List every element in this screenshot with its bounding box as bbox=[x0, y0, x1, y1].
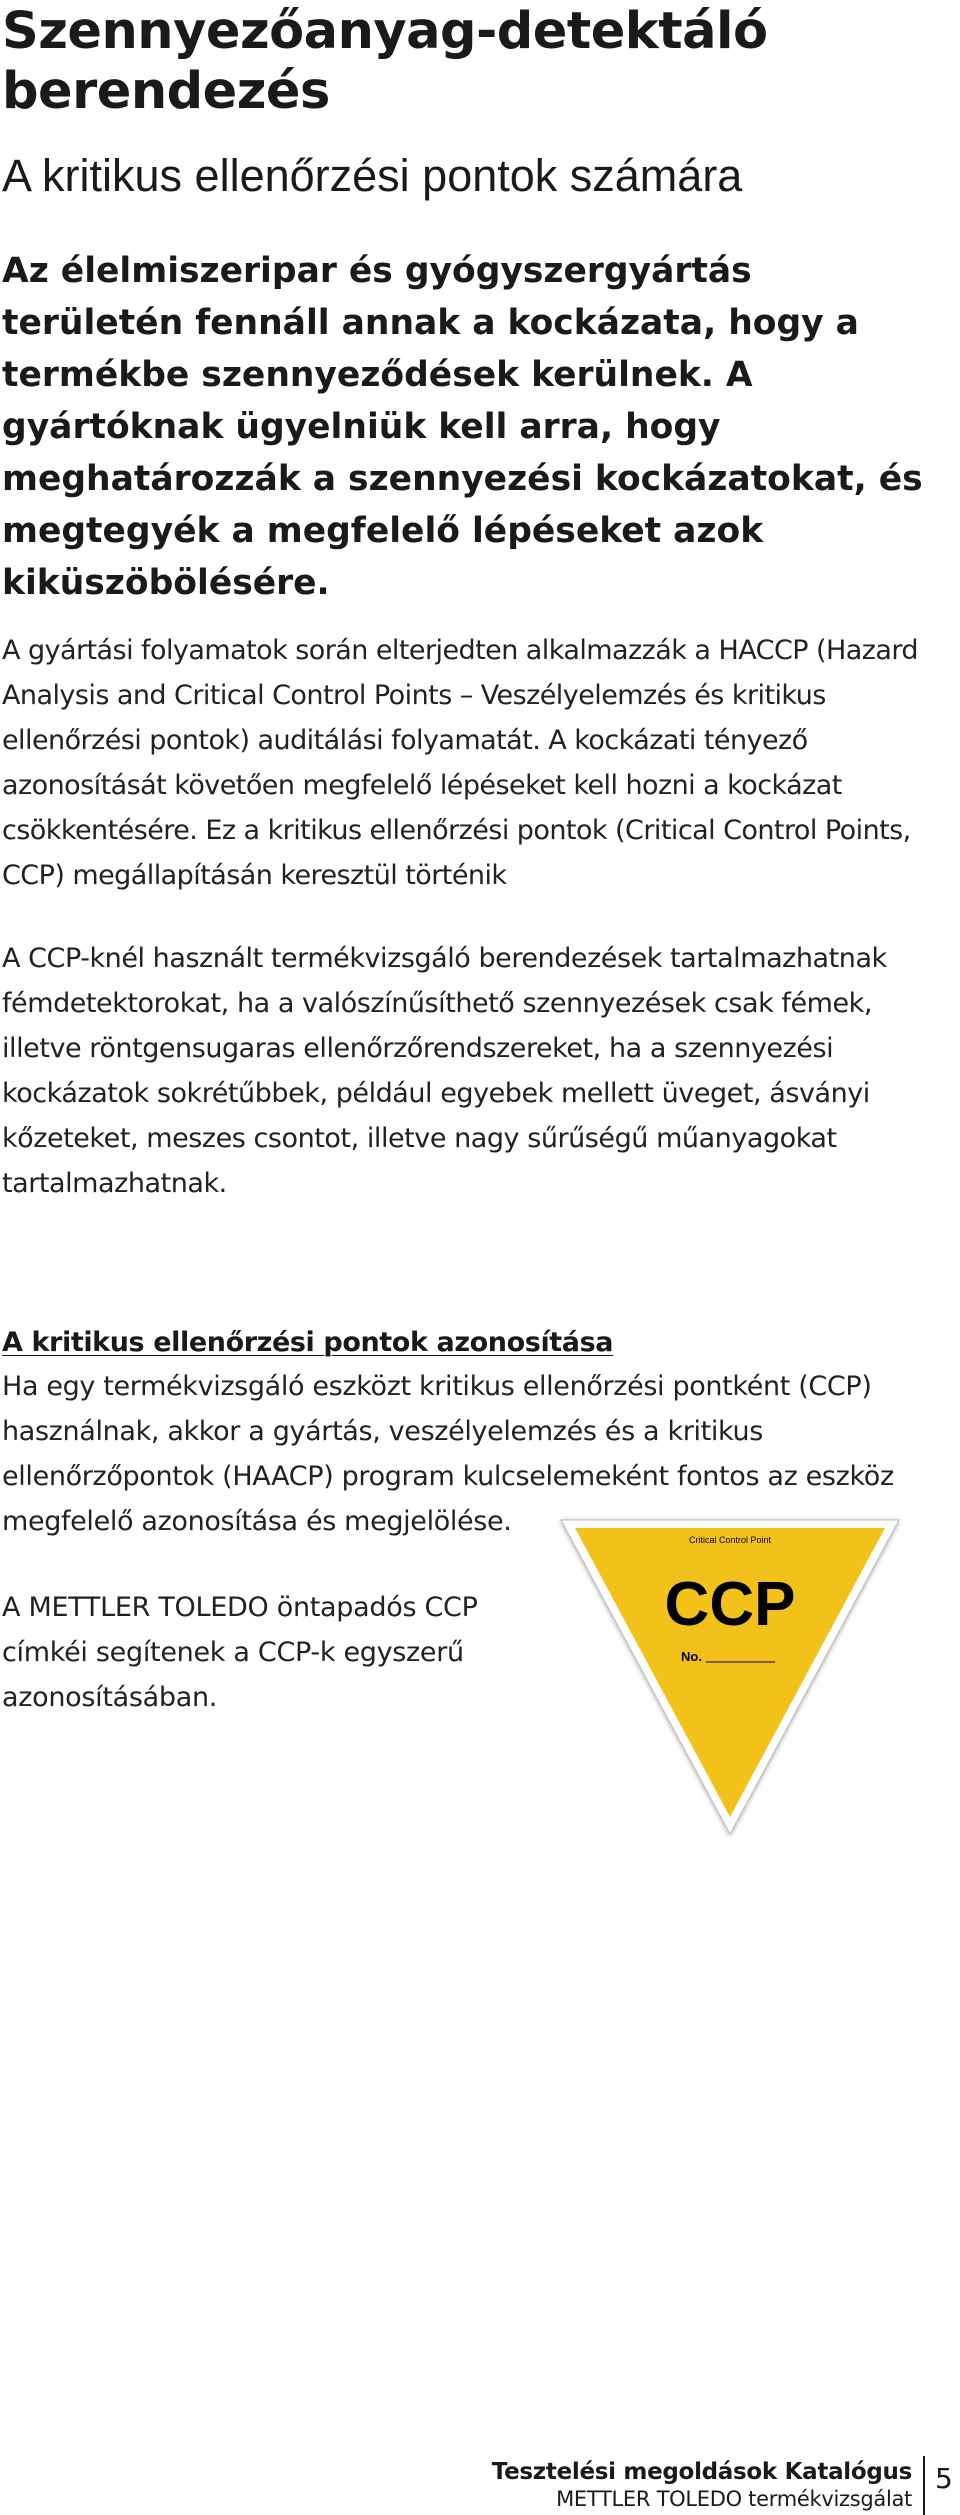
footer-title: Tesztelési megoldások Katalógus bbox=[491, 2459, 912, 2485]
haccp-paragraph: A gyártási folyamatok során elterjedten alkalmazzák a HACCP (Hazard Analysis and Critical Control Points – Veszélyelemzés és kritikus ellenőrzési pontok) auditálási folyamatát. A kockázati tényező azonosítását követően megfelelő lépéseket kell hozni a kockázat csökkentésére. Ez a kritikus ellenőrzési pontok (Critical Control Points, CCP) megállapításán keresztül történik bbox=[2, 635, 919, 891]
section-heading-text: A kritikus ellenőrzési pontok azonosítása bbox=[2, 1327, 614, 1358]
ccp-label-top-text: Critical Control Point bbox=[688, 1535, 772, 1545]
page-number: 5 bbox=[935, 2462, 953, 2495]
footer-subtitle: METTLER TOLEDO termékvizsgálat bbox=[556, 2487, 912, 2511]
ccp-labels-paragraph: A METTLER TOLEDO öntapadós CCP címkéi segítenek a CCP-k egyszerű azonosításában. bbox=[2, 1592, 478, 1713]
ccp-identification-paragraph: Ha egy termékvizsgáló eszközt kritikus ellenőrzési pontként (CCP) használnak, akkor a gyártás, veszélyelemzés és a kritikus ellenőrzőpontok (HAACP) program kulcselemeként fontos az eszköz megfelelő azonosítása és megjelölése. bbox=[2, 1371, 894, 1537]
ccp-label-number-text: No. bbox=[681, 1649, 702, 1664]
ccp-devices-paragraph: A CCP-knél használt termékvizsgáló berendezések tartalmazhatnak fémdetektorokat, ha a valószínűsíthető szennyezések csak fémek, illetve röntgensugaras ellenőrzőrendszereket, ha a szennyezési kockázatok sokrétűbbek, például egyebek mellett üveget, ásványi kőzeteket, meszes csontot, illetve nagy sűrűségű műanyagokat tartalmazhatnak. bbox=[2, 943, 887, 1199]
section-heading bbox=[2, 1320, 613, 1365]
page-subtitle: A kritikus ellenőrzési pontok számára bbox=[2, 150, 743, 201]
page-title: Szennyezőanyag-detektáló berendezés bbox=[2, 2, 768, 121]
footer-divider bbox=[923, 2456, 925, 2515]
lead-paragraph: Az élelmiszeripar és gyógyszergyártás területén fennáll annak a kockázata, hogy a termékbe szennyeződések kerülnek. A gyártóknak ügyelniük kell arra, hogy meghatározzák a szennyezési kockázatokat, és megtegyék a megfelelő lépéseket azok kiküszöbölésére. bbox=[2, 251, 923, 603]
ccp-label-image bbox=[553, 1512, 907, 1842]
ccp-label-main-text: CCP bbox=[664, 1570, 796, 1639]
